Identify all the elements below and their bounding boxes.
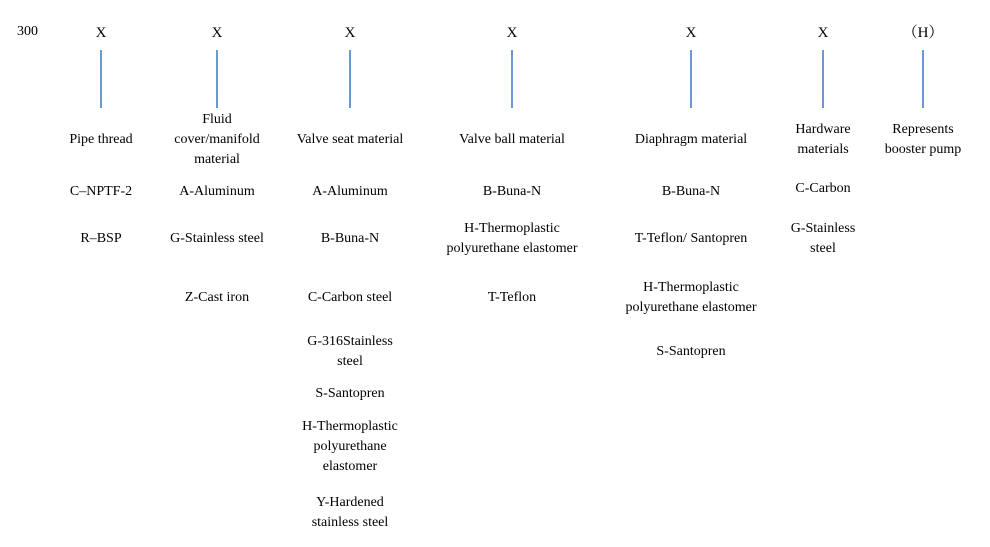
option-item: G-Stainless steel bbox=[790, 221, 856, 256]
option-item: H-Thermoplastic polyurethane elastomer bbox=[446, 221, 578, 256]
option-item: T-Teflon/ Santopren bbox=[634, 231, 748, 246]
option-item: H-Thermoplastic polyurethane elastomer bbox=[302, 419, 398, 474]
column-heading: Pipe thread bbox=[69, 132, 133, 147]
connector-line bbox=[100, 50, 102, 108]
option-item: H-Thermoplastic polyurethane elastomer bbox=[625, 280, 757, 315]
option-item: C-Carbon bbox=[795, 181, 851, 196]
option-item: C–NPTF-2 bbox=[69, 184, 133, 199]
column-code: X bbox=[817, 25, 829, 41]
option-item: S-Santopren bbox=[315, 386, 385, 401]
column-heading: Fluid cover/manifold material bbox=[174, 112, 260, 167]
option-item: B-Buna-N bbox=[661, 184, 721, 199]
connector-line bbox=[822, 50, 824, 108]
option-item: C-Carbon steel bbox=[307, 290, 393, 305]
option-item: B-Buna-N bbox=[482, 184, 542, 199]
column-heading: Diaphragm material bbox=[634, 132, 748, 147]
connector-line bbox=[511, 50, 513, 108]
option-item: G-Stainless steel bbox=[170, 231, 264, 246]
option-item: A-Aluminum bbox=[179, 184, 255, 199]
column-code: X bbox=[95, 25, 107, 41]
connector-line bbox=[690, 50, 692, 108]
column-code: （H） bbox=[902, 25, 944, 41]
option-item: A-Aluminum bbox=[312, 184, 388, 199]
option-item: Y-Hardened stainless steel bbox=[311, 495, 389, 530]
column-code: X bbox=[506, 25, 518, 41]
column-heading: Represents booster pump bbox=[884, 122, 962, 157]
column-code: X bbox=[211, 25, 223, 41]
option-item: R–BSP bbox=[80, 231, 122, 246]
connector-line bbox=[922, 50, 924, 108]
option-item: G-316Stainless steel bbox=[307, 334, 393, 369]
column-heading: Valve ball material bbox=[459, 132, 565, 147]
column-code: X bbox=[685, 25, 697, 41]
model-code-prefix: 300 bbox=[17, 24, 38, 39]
column-heading: Hardware materials bbox=[795, 122, 851, 157]
option-item: S-Santopren bbox=[656, 344, 726, 359]
column-code: X bbox=[344, 25, 356, 41]
option-item: T-Teflon bbox=[487, 290, 537, 305]
column-heading: Valve seat material bbox=[296, 132, 404, 147]
option-item: Z-Cast iron bbox=[184, 290, 250, 305]
connector-line bbox=[349, 50, 351, 108]
option-item: B-Buna-N bbox=[320, 231, 380, 246]
connector-line bbox=[216, 50, 218, 108]
